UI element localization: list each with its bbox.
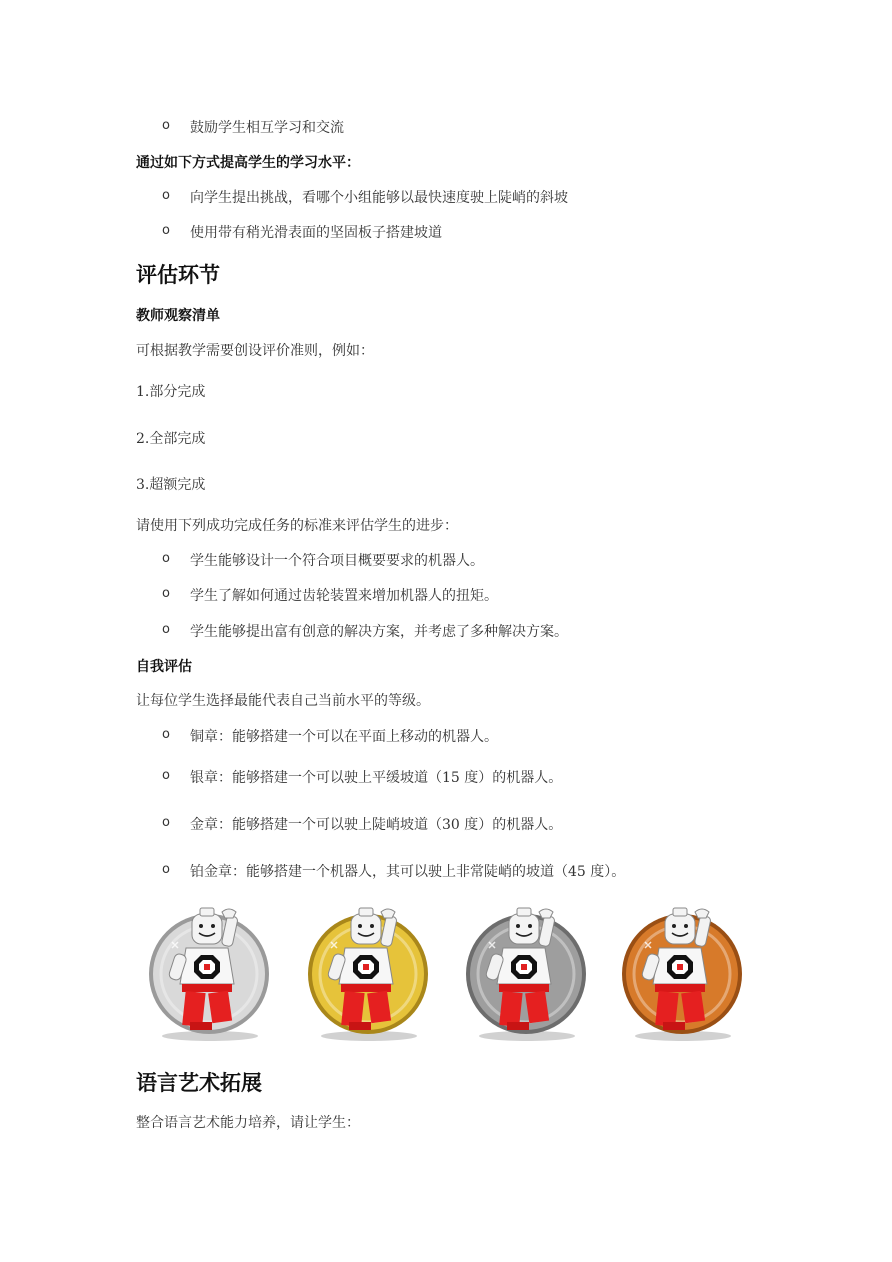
language-arts-title: 语言艺术拓展 [136,1071,262,1095]
criteria-intro: 请使用下列成功完成任务的标准来评估学生的进步： [136,518,458,534]
self-level-item: 银章：能够搭建一个可以驶上平缓坡道（15 度）的机器人。 [190,770,563,786]
criteria-item: 学生能够设计一个符合项目概要要求的机器人。 [190,553,484,569]
level-item: 1.部分完成 [136,384,206,400]
criteria-item: 学生能够提出富有创意的解决方案，并考虑了多种解决方案。 [190,624,568,640]
intro-bullet-text: 鼓励学生相互学习和交流 [190,120,344,136]
self-level-item: 金章：能够搭建一个可以驶上陡峭坡道（30 度）的机器人。 [190,817,563,833]
platinum-medal-icon [144,902,274,1044]
bullet-marker: o [162,815,170,830]
self-level-item: 铜章：能够搭建一个可以在平面上移动的机器人。 [190,729,498,745]
checklist-intro: 可根据教学需要创设评价准则，例如： [136,343,374,359]
bronze-medal-icon [617,902,747,1044]
criteria-item: 学生了解如何通过齿轮装置来增加机器人的扭矩。 [190,588,498,604]
improve-heading: 通过如下方式提高学生的学习水平： [136,155,360,171]
bullet-marker: o [162,118,170,133]
assessment-title: 评估环节 [136,263,220,287]
bullet-marker: o [162,862,170,877]
level-item: 2.全部完成 [136,431,206,447]
bullet-marker: o [162,768,170,783]
bullet-marker: o [162,551,170,566]
gold-medal-icon [303,902,433,1044]
improve-bullet-1: 向学生提出挑战，看哪个小组能够以最快速度驶上陡峭的斜坡 [190,190,568,206]
bullet-marker: o [162,622,170,637]
bullet-marker: o [162,727,170,742]
self-assessment-intro: 让每位学生选择最能代表自己当前水平的等级。 [136,693,430,709]
bullet-marker: o [162,188,170,203]
bullet-marker: o [162,586,170,601]
improve-bullet-2: 使用带有稍光滑表面的坚固板子搭建坡道 [190,225,442,241]
bullet-marker: o [162,223,170,238]
self-assessment-heading: 自我评估 [136,659,192,675]
level-item: 3.超额完成 [136,477,206,493]
checklist-heading: 教师观察清单 [136,308,220,324]
language-arts-intro: 整合语言艺术能力培养，请让学生： [136,1115,360,1131]
silver-medal-icon [461,902,591,1044]
self-level-item: 铂金章：能够搭建一个机器人，其可以驶上非常陡峭的坡道（45 度）。 [190,864,626,880]
